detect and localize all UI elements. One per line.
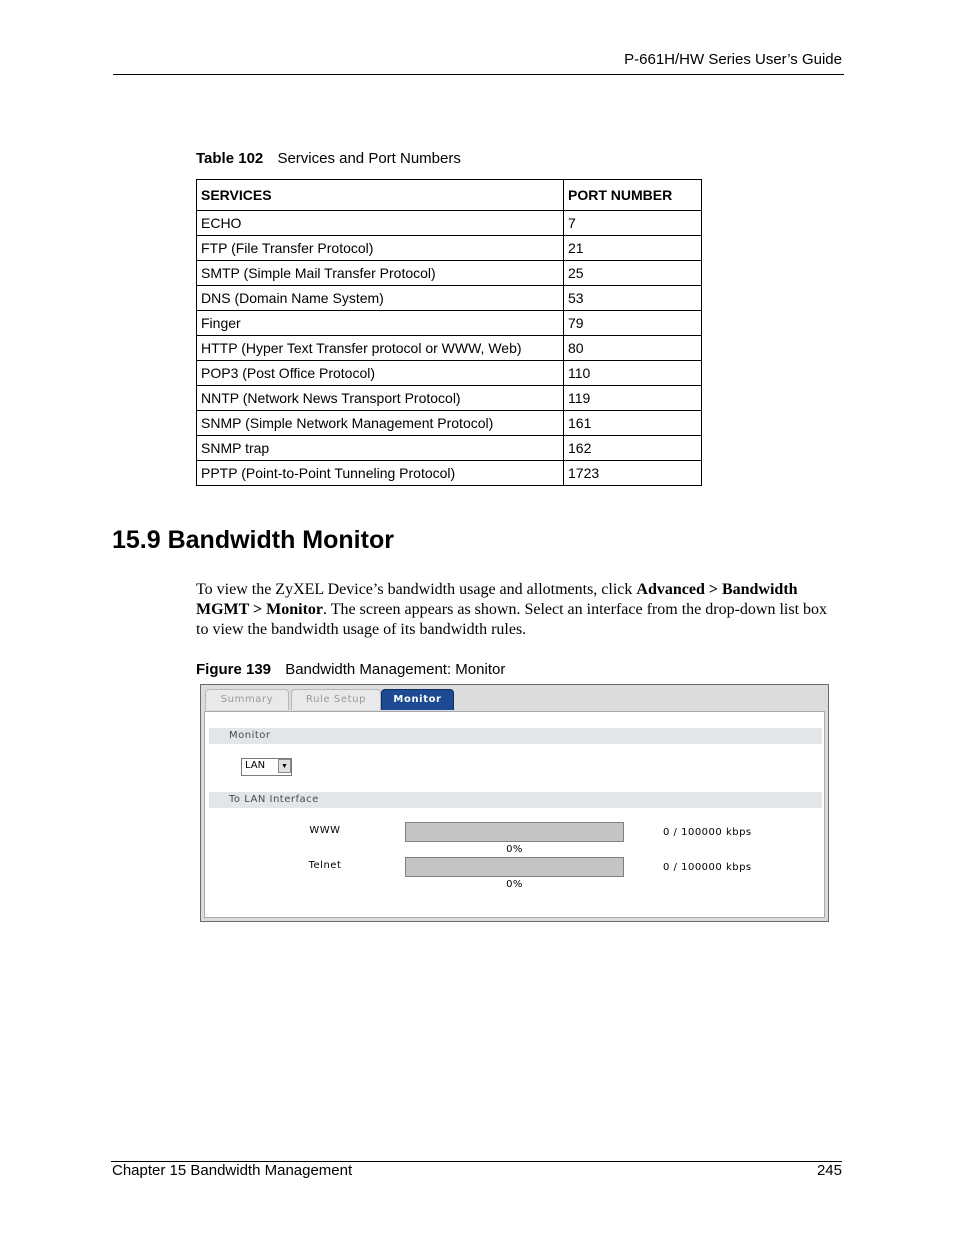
port-cell: 80 (564, 336, 702, 361)
port-cell: 1723 (564, 461, 702, 486)
service-cell: FTP (File Transfer Protocol) (197, 236, 564, 261)
table-label: Table 102 (196, 150, 264, 167)
port-cell: 119 (564, 386, 702, 411)
tab-rule-setup[interactable]: Rule Setup (291, 689, 381, 710)
usage-percent: 0% (506, 844, 523, 855)
monitor-screenshot (200, 684, 829, 922)
service-cell: DNS (Domain Name System) (197, 286, 564, 311)
interface-section-bar (209, 792, 822, 808)
paragraph-text: To view the ZyXEL Device’s bandwidth usage and allotments, click (196, 581, 637, 598)
usage-bar (405, 857, 624, 877)
service-cell: HTTP (Hyper Text Transfer protocol or WWW, Web) (197, 336, 564, 361)
port-cell: 161 (564, 411, 702, 436)
tab-summary[interactable]: Summary (205, 689, 289, 710)
table-row (197, 436, 702, 461)
table-row (197, 311, 702, 336)
table-row (197, 386, 702, 411)
interface-select[interactable] (241, 758, 292, 776)
header-services: SERVICES (197, 180, 564, 211)
monitor-panel (204, 711, 825, 918)
figure-label: Figure 139 (196, 661, 272, 678)
table-row (197, 411, 702, 436)
table-row (197, 261, 702, 286)
table-row (197, 286, 702, 311)
port-cell: 162 (564, 436, 702, 461)
table-row (197, 211, 702, 236)
service-cell: ECHO (197, 211, 564, 236)
port-cell: 110 (564, 361, 702, 386)
table-title: Services and Port Numbers (277, 150, 461, 167)
rule-name: Telnet (308, 860, 342, 871)
usage-percent: 0% (506, 879, 523, 890)
port-cell: 53 (564, 286, 702, 311)
service-cell: Finger (197, 311, 564, 336)
running-header: P-661H/HW Series User’s Guide (624, 51, 842, 68)
service-cell: POP3 (Post Office Protocol) (197, 361, 564, 386)
table-header-row (197, 180, 702, 211)
service-cell: PPTP (Point-to-Point Tunneling Protocol) (197, 461, 564, 486)
monitor-section-bar (209, 728, 822, 744)
monitor-section-title: Monitor (229, 730, 271, 741)
figure-caption (196, 661, 505, 678)
service-cell: SNMP (Simple Network Management Protocol) (197, 411, 564, 436)
paragraph-menu-path: Advanced > Bandwidth MGMT > Monitor (196, 581, 798, 618)
section-heading: 15.9 Bandwidth Monitor (112, 526, 394, 554)
header-port-number: PORT NUMBER (564, 180, 702, 211)
usage-rate: 0 / 100000 kbps (663, 827, 752, 838)
page-number: 245 (816, 1162, 842, 1179)
interface-section-title: To LAN Interface (229, 794, 319, 805)
rule-name: WWW (309, 825, 341, 836)
chevron-down-icon[interactable]: ▼ (278, 759, 291, 773)
usage-rate: 0 / 100000 kbps (663, 862, 752, 873)
table-row (197, 236, 702, 261)
table-row (197, 336, 702, 361)
service-cell: NNTP (Network News Transport Protocol) (197, 386, 564, 411)
body-paragraph (196, 580, 842, 640)
service-cell: SMTP (Simple Mail Transfer Protocol) (197, 261, 564, 286)
port-cell: 79 (564, 311, 702, 336)
port-cell: 25 (564, 261, 702, 286)
services-port-table (196, 179, 702, 486)
tab-monitor[interactable]: Monitor (381, 689, 454, 710)
header-divider (113, 74, 844, 75)
table-row (197, 361, 702, 386)
table-row (197, 461, 702, 486)
paragraph-text: . The screen appears as shown. Select an interface from the drop-down list box to view the bandwidth usage of its bandwidth rules. (196, 601, 828, 638)
port-cell: 21 (564, 236, 702, 261)
footer-chapter: Chapter 15 Bandwidth Management (112, 1162, 353, 1179)
usage-bar (405, 822, 624, 842)
port-cell: 7 (564, 211, 702, 236)
interface-select-value: LAN (245, 760, 266, 771)
table-caption (196, 150, 461, 167)
service-cell: SNMP trap (197, 436, 564, 461)
figure-title: Bandwidth Management: Monitor (285, 661, 506, 678)
